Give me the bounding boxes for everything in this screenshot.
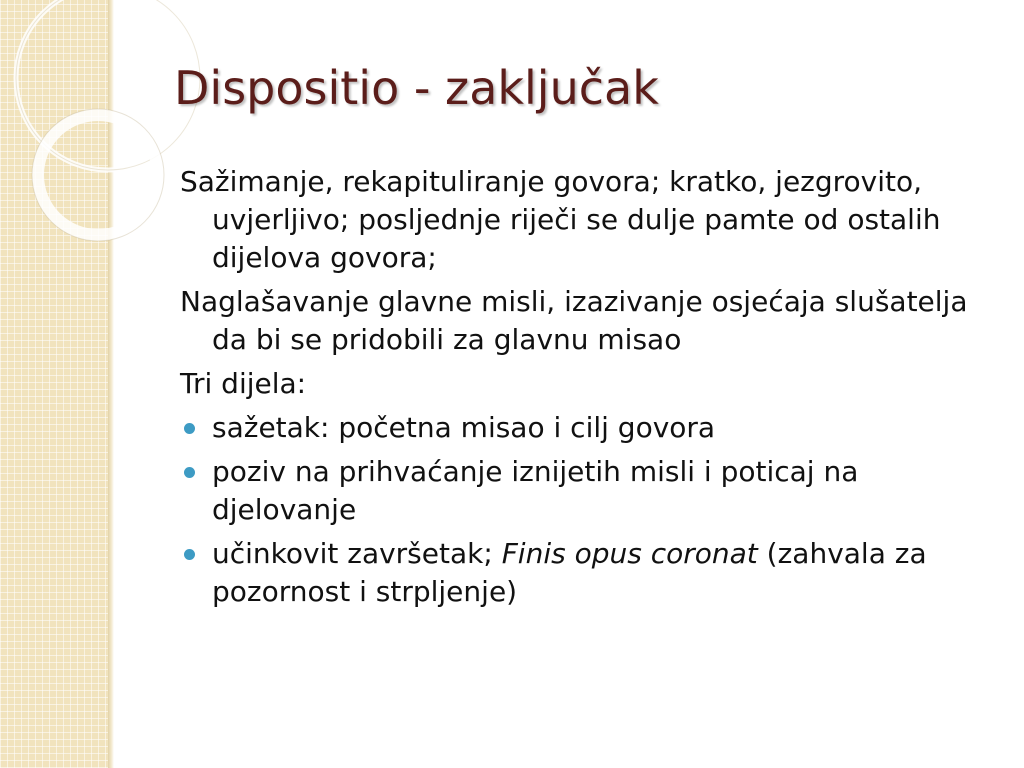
bullet-dot-icon	[184, 423, 195, 434]
bullet-latin-phrase: Finis opus coronat	[501, 537, 758, 570]
bullet-dot-icon	[184, 467, 195, 478]
bullet-text: sažetak: početna misao i cilj govora	[212, 411, 716, 444]
slide-body	[180, 163, 1000, 617]
bullet-item	[180, 535, 1000, 611]
bullet-text: poziv na prihvaćanje iznijetih misli i poticaj na djelovanje	[212, 455, 859, 526]
slide-title: Dispositio - zaključak	[174, 61, 659, 115]
bullet-item	[180, 409, 1000, 447]
bullet-item	[180, 453, 1000, 529]
bullet-dot-icon	[184, 549, 195, 560]
paragraph-summary: Sažimanje, rekapituliranje govora; kratko, jezgrovito, uvjerljivo; posljednje riječi se dulje pamte od ostalih dijelova govora;	[180, 165, 941, 274]
paragraph-three-parts: Tri dijela:	[180, 367, 307, 400]
bullet-text-prefix: učinkovit završetak;	[212, 537, 502, 570]
bullet-text-suffix: (zahvala za pozornost i strpljenje)	[212, 537, 927, 608]
paragraph-emphasis: Naglašavanje glavne misli, izazivanje osjećaja slušatelja da bi se pridobili za glavnu misao	[180, 285, 968, 356]
